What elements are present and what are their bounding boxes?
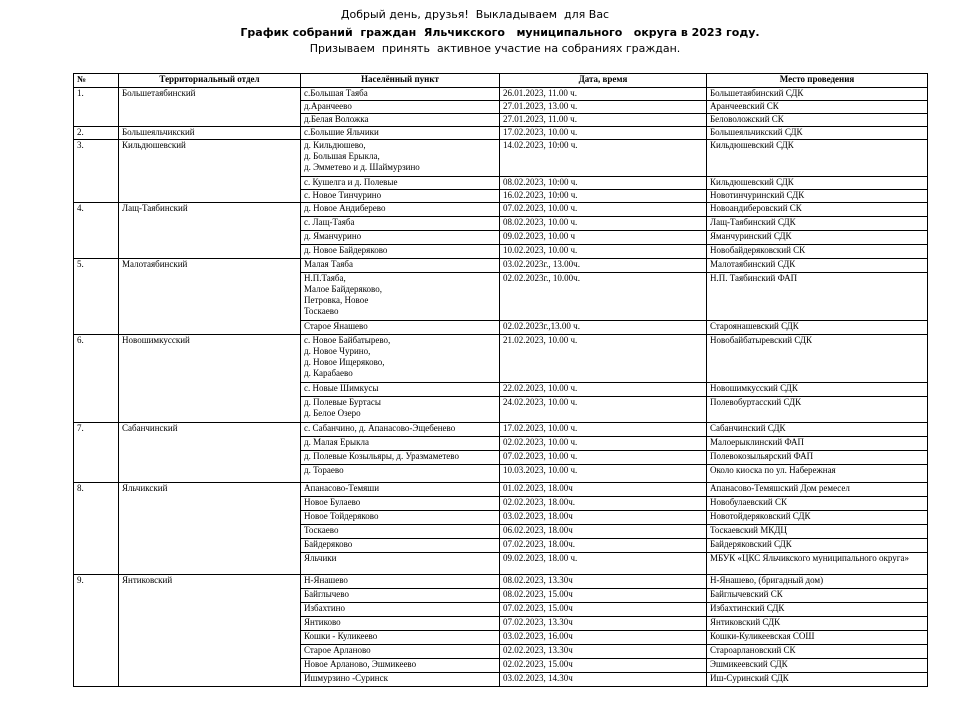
- settlement-cell: Байглычево: [301, 589, 500, 603]
- territorial-department: Янтиковский: [119, 575, 301, 687]
- settlement-cell: Тоскаево: [301, 525, 500, 539]
- datetime-cell: 02.02.2023, 18.00ч.: [500, 497, 707, 511]
- venue-cell: Новотинчуринский СДК: [707, 190, 928, 203]
- venue-cell: Полевобуртасский СДК: [707, 397, 928, 423]
- datetime-cell: 07.02.2023, 15.00ч: [500, 603, 707, 617]
- datetime-cell: 02.02.2023г.,13.00 ч.: [500, 321, 707, 335]
- settlement-cell: Янтиково: [301, 617, 500, 631]
- table-row: [74, 335, 928, 383]
- venue-cell: Янтиковский СДК: [707, 617, 928, 631]
- venue-cell: МБУК «ЦКС Яльчикского муниципального округа»: [707, 553, 928, 575]
- venue-cell: Эшмикеевский СДК: [707, 659, 928, 673]
- settlement-cell: Новое Тойдеряково: [301, 511, 500, 525]
- datetime-cell: 14.02.2023, 10:00 ч.: [500, 140, 707, 177]
- venue-cell: Сабанчинский СДК: [707, 423, 928, 437]
- settlement-cell: Старое Янашево: [301, 321, 500, 335]
- venue-cell: Кильдюшевский СДК: [707, 140, 928, 177]
- table-row: [74, 483, 928, 497]
- settlement-cell: д. Кильдюшево, д. Большая Ерыкла, д. Эмметево и д. Шаймурзино: [301, 140, 500, 177]
- row-number: 3.: [74, 140, 119, 203]
- table-row: [74, 423, 928, 437]
- venue-cell: Около киоска по ул. Набережная: [707, 465, 928, 483]
- venue-cell: Новошимкусский СДК: [707, 383, 928, 397]
- table-body: [74, 88, 928, 687]
- venue-cell: Староарлановский СК: [707, 645, 928, 659]
- venue-cell: Кильдюшевский СДК: [707, 177, 928, 190]
- venue-cell: Новобулаевский СК: [707, 497, 928, 511]
- datetime-cell: 02.02.2023, 13.30ч: [500, 645, 707, 659]
- datetime-cell: 02.02.2023г., 10.00ч.: [500, 273, 707, 321]
- settlement-cell: д. Малая Ерыкла: [301, 437, 500, 451]
- venue-cell: Большеяльчикский СДК: [707, 127, 928, 140]
- datetime-cell: 03.02.2023, 16.00ч: [500, 631, 707, 645]
- table-row: [74, 259, 928, 273]
- settlement-cell: с.Большая Таяба: [301, 88, 500, 101]
- settlement-cell: с. Новые Шимкусы: [301, 383, 500, 397]
- column-header-department: Территориальный отдел: [119, 74, 301, 88]
- territorial-department: Сабанчинский: [119, 423, 301, 483]
- datetime-cell: 07.02.2023, 13.30ч: [500, 617, 707, 631]
- datetime-cell: 27.01.2023, 13.00 ч.: [500, 101, 707, 114]
- venue-cell: Большетаябинский СДК: [707, 88, 928, 101]
- datetime-cell: 07.02.2023, 10.00 ч.: [500, 203, 707, 217]
- datetime-cell: 02.02.2023, 15.00ч: [500, 659, 707, 673]
- settlement-cell: д.Белая Воложка: [301, 114, 500, 127]
- venue-cell: Беловоложский СК: [707, 114, 928, 127]
- settlement-cell: с. Сабанчино, д. Апанасово-Эщебенево: [301, 423, 500, 437]
- datetime-cell: 01.02.2023, 18.00ч: [500, 483, 707, 497]
- datetime-cell: 16.02.2023, 10:00 ч.: [500, 190, 707, 203]
- table-row: [74, 203, 928, 217]
- territorial-department: Лащ-Таябинский: [119, 203, 301, 259]
- settlement-cell: Новое Булаево: [301, 497, 500, 511]
- venue-cell: Новобайбатыревский СДК: [707, 335, 928, 383]
- datetime-cell: 03.02.2023, 14.30ч: [500, 673, 707, 687]
- settlement-cell: Новое Арланово, Эшмикеево: [301, 659, 500, 673]
- table-header-row: [74, 74, 928, 88]
- venue-cell: Новобайдеряковский СК: [707, 245, 928, 259]
- datetime-cell: 10.02.2023, 10.00 ч.: [500, 245, 707, 259]
- datetime-cell: 21.02.2023, 10.00 ч.: [500, 335, 707, 383]
- datetime-cell: 09.02.2023, 18.00 ч.: [500, 553, 707, 575]
- datetime-cell: 17.02.2023, 10.00 ч.: [500, 127, 707, 140]
- datetime-cell: 08.02.2023, 10:00 ч.: [500, 177, 707, 190]
- table-row: [74, 140, 928, 177]
- settlement-cell: Н-Янашево: [301, 575, 500, 589]
- venue-cell: Байдеряковский СДК: [707, 539, 928, 553]
- venue-cell: Тоскаевский МКДЦ: [707, 525, 928, 539]
- venue-cell: Староянашевский СДК: [707, 321, 928, 335]
- venue-cell: Полевокозыльярский ФАП: [707, 451, 928, 465]
- settlement-cell: Яльчики: [301, 553, 500, 575]
- settlement-cell: с. Лащ-Таяба: [301, 217, 500, 231]
- table-row: [74, 88, 928, 101]
- settlement-cell: Избахтино: [301, 603, 500, 617]
- territorial-department: Малотаябинский: [119, 259, 301, 335]
- row-number: 2.: [74, 127, 119, 140]
- datetime-cell: 07.02.2023, 10.00 ч.: [500, 451, 707, 465]
- datetime-cell: 26.01.2023, 11.00 ч.: [500, 88, 707, 101]
- settlement-cell: Малая Таяба: [301, 259, 500, 273]
- datetime-cell: 03.02.2023, 18.00ч: [500, 511, 707, 525]
- datetime-cell: 08.02.2023, 10.00 ч.: [500, 217, 707, 231]
- settlement-cell: д. Новое Андиберево: [301, 203, 500, 217]
- venue-cell: Апанасово-Темяшский Дом ремесел: [707, 483, 928, 497]
- territorial-department: Новошимкусский: [119, 335, 301, 423]
- venue-cell: Яманчуринский СДК: [707, 231, 928, 245]
- row-number: 7.: [74, 423, 119, 483]
- venue-cell: Малоерыклинский ФАП: [707, 437, 928, 451]
- venue-cell: Малотаябинский СДК: [707, 259, 928, 273]
- territorial-department: Большеяльчикский: [119, 127, 301, 140]
- settlement-cell: д. Полевые Буртасы д. Белое Озеро: [301, 397, 500, 423]
- datetime-cell: 07.02.2023, 18.00ч.: [500, 539, 707, 553]
- venue-cell: Новоандиберовский СК: [707, 203, 928, 217]
- row-number: 9.: [74, 575, 119, 687]
- column-header-settlement: Населённый пункт: [301, 74, 500, 88]
- datetime-cell: 03.02.2023г., 13.00ч.: [500, 259, 707, 273]
- settlement-cell: с. Кушелга и д. Полевые: [301, 177, 500, 190]
- datetime-cell: 24.02.2023, 10.00 ч.: [500, 397, 707, 423]
- datetime-cell: 08.02.2023, 13.30ч: [500, 575, 707, 589]
- venue-cell: Новотойдеряковский СДК: [707, 511, 928, 525]
- row-number: 6.: [74, 335, 119, 423]
- settlement-cell: Кошки - Куликеево: [301, 631, 500, 645]
- venue-cell: Лащ-Таябинский СДК: [707, 217, 928, 231]
- datetime-cell: 09.02.2023, 10.00 ч: [500, 231, 707, 245]
- settlement-cell: с.Большие Яльчики: [301, 127, 500, 140]
- settlement-cell: Н.П.Таяба, Малое Байдеряково, Петровка, Новое Тоскаево: [301, 273, 500, 321]
- settlement-cell: д. Тораево: [301, 465, 500, 483]
- row-number: 4.: [74, 203, 119, 259]
- column-header-number: №: [74, 74, 119, 88]
- settlement-cell: Байдеряково: [301, 539, 500, 553]
- territorial-department: Кильдюшевский: [119, 140, 301, 203]
- settlement-cell: Ишмурзино -Суринск: [301, 673, 500, 687]
- settlement-cell: Апанасово-Темяши: [301, 483, 500, 497]
- datetime-cell: 22.02.2023, 10.00 ч.: [500, 383, 707, 397]
- column-header-venue: Место проведения: [707, 74, 928, 88]
- settlement-cell: д. Новое Байдеряково: [301, 245, 500, 259]
- venue-cell: Кошки-Куликеевская СОШ: [707, 631, 928, 645]
- datetime-cell: 02.02.2023, 10.00 ч.: [500, 437, 707, 451]
- territorial-department: Большетаябинский: [119, 88, 301, 127]
- table-row: [74, 127, 928, 140]
- territorial-department: Яльчикский: [119, 483, 301, 575]
- settlement-cell: с. Новое Байбатырево, д. Новое Чурино, д. Новое Ищеряково, д. Карабаево: [301, 335, 500, 383]
- settlement-cell: д.Аранчеево: [301, 101, 500, 114]
- settlement-cell: с. Новое Тинчурино: [301, 190, 500, 203]
- row-number: 5.: [74, 259, 119, 335]
- settlement-cell: Старое Арланово: [301, 645, 500, 659]
- table-row: [74, 575, 928, 589]
- column-header-datetime: Дата, время: [500, 74, 707, 88]
- venue-cell: Иш-Суринский СДК: [707, 673, 928, 687]
- call-to-action-line: Призываем принять активное участие на собраниях граждан.: [309, 42, 681, 55]
- row-number: 8.: [74, 483, 119, 575]
- venue-cell: Н.П. Таябинский ФАП: [707, 273, 928, 321]
- venue-cell: Аранчеевский СК: [707, 101, 928, 114]
- venue-cell: Н-Янашево, (бригадный дом): [707, 575, 928, 589]
- datetime-cell: 17.02.2023, 10.00 ч.: [500, 423, 707, 437]
- settlement-cell: д. Яманчурино: [301, 231, 500, 245]
- meetings-schedule-table: [73, 73, 928, 687]
- settlement-cell: д. Полевые Козыльяры, д. Уразмаметево: [301, 451, 500, 465]
- greeting-line: Добрый день, друзья! Выкладываем для Вас: [340, 8, 610, 21]
- venue-cell: Избахтинский СДК: [707, 603, 928, 617]
- row-number: 1.: [74, 88, 119, 127]
- datetime-cell: 06.02.2023, 18.00ч: [500, 525, 707, 539]
- datetime-cell: 27.01.2023, 11.00 ч.: [500, 114, 707, 127]
- datetime-cell: 10.03.2023, 10.00 ч.: [500, 465, 707, 483]
- venue-cell: Байглычевский СК: [707, 589, 928, 603]
- datetime-cell: 08.02.2023, 15.00ч: [500, 589, 707, 603]
- document-title: График собраний граждан Яльчикского муниципального округа в 2023 году.: [240, 26, 760, 39]
